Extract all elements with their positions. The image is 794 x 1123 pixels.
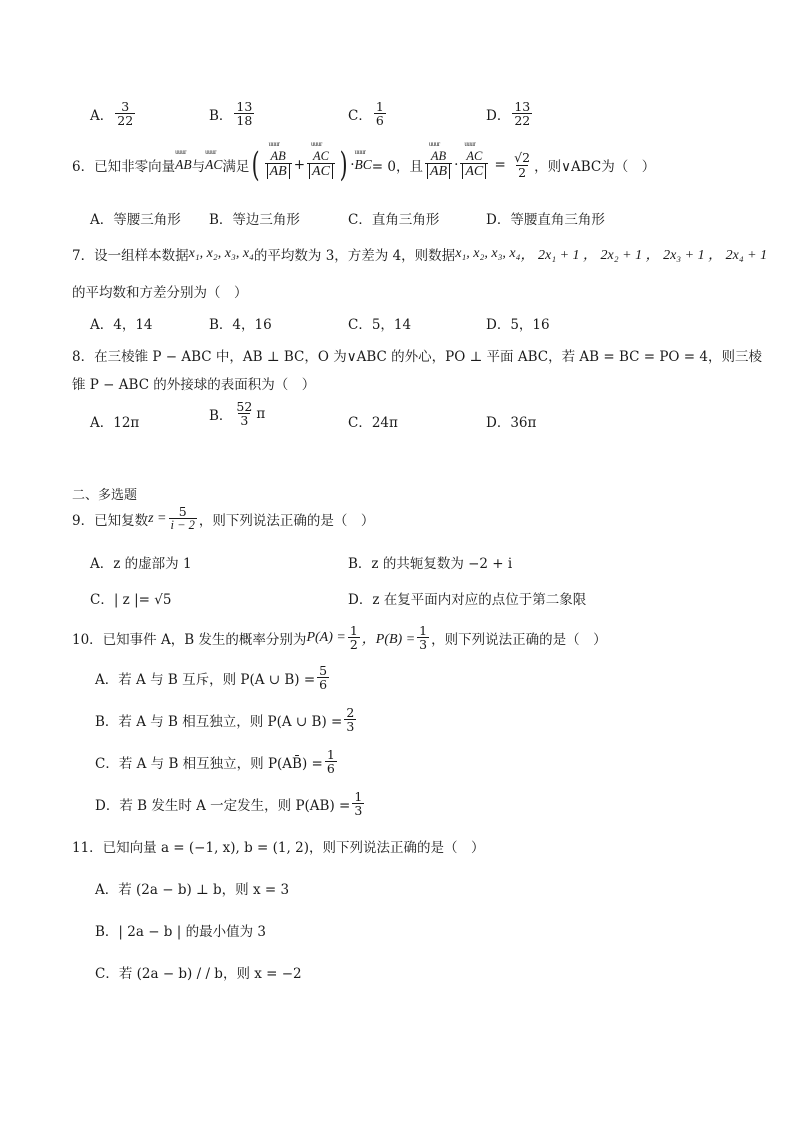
q6-and: 与 [191, 159, 206, 175]
unit-vector-ac [307, 150, 335, 180]
q7-stem-line2: 的平均数和方差分别为（ ） [72, 285, 248, 301]
q8-stem-line2: 锥 P − ABC 的外接球的表面积为（ ） [72, 377, 316, 393]
q11-option-b[interactable]: B．| 2a − b | 的最小值为 3 [95, 924, 266, 940]
q11-option-c[interactable]: C．若 (2a − b) / / b，则 x = −2 [95, 966, 302, 982]
q9-option-a[interactable]: A．z 的虚部为 1 [90, 556, 192, 572]
q5-option-a[interactable] [90, 100, 137, 127]
option-label: D． [486, 107, 511, 124]
q8-option-d[interactable]: D．36π [486, 415, 537, 431]
magnitude: AC [462, 164, 486, 179]
fraction [317, 664, 329, 691]
q8-option-a[interactable]: A．12π [90, 415, 140, 431]
unit-vector-ab-2 [425, 150, 452, 180]
fraction [325, 748, 337, 775]
numerator: 1 [349, 623, 358, 638]
option-label: B． [209, 107, 233, 124]
numerator: 1 [419, 623, 428, 638]
q11-option-a[interactable]: A．若 (2a − b) ⊥ b，则 x = 3 [95, 882, 290, 898]
section-title-multiple-choice: 二、多选题 [72, 488, 138, 503]
vector-ac: uuur AC [205, 157, 222, 173]
option-label: C． [348, 107, 372, 124]
sqrt2-over-2 [512, 151, 532, 178]
numerator: 1 [375, 99, 384, 114]
fraction [234, 400, 254, 427]
pi-symbol: π [256, 405, 266, 422]
numerator: 52 [236, 399, 253, 414]
numerator: 2 [346, 705, 355, 720]
z-equals: z = [148, 510, 167, 526]
vector-ab: uuur AB [175, 157, 192, 173]
numerator: 5 [178, 504, 187, 519]
q9-suffix: ，则下列说法正确的是（ ） [198, 512, 375, 529]
numerator: 13 [236, 99, 253, 114]
denominator: 18 [236, 113, 253, 129]
option-label: A． [90, 107, 114, 124]
denominator: 3 [346, 719, 355, 735]
denominator: 3 [419, 637, 428, 653]
unit-vector-ac-2 [460, 150, 488, 180]
q6-satisfy: 满足 [222, 159, 250, 175]
q6-eq0: = 0，且 [371, 159, 423, 175]
q6-suffix: ，则∨ABC为（ ） [534, 159, 656, 175]
numerator: 1 [326, 747, 335, 762]
denominator: 6 [326, 761, 335, 777]
magnitude: AC [309, 164, 333, 179]
plus-sign: + [293, 157, 306, 173]
left-paren: ( [252, 145, 260, 185]
q9-option-b[interactable]: B．z 的共轭复数为 −2 + i [348, 556, 513, 572]
fraction [234, 100, 254, 127]
q8-option-c[interactable]: C．24π [348, 415, 398, 431]
q10-option-d[interactable] [95, 790, 366, 817]
q9-option-c[interactable]: C．| z |= √5 [90, 592, 172, 608]
denominator: i − 2 [170, 518, 195, 533]
q7-data-vars-2: x₁, x₂, x₃, x₄ [455, 246, 521, 261]
fraction [348, 624, 360, 651]
q6-option-c[interactable]: C．直角三角形 [348, 212, 440, 228]
equals-sign: = [490, 157, 511, 173]
denominator [425, 163, 452, 180]
q6-option-a[interactable]: A．等腰三角形 [90, 212, 181, 228]
q7-prefix: 7．设一组样本数据 [72, 248, 189, 264]
denominator: 3 [354, 803, 363, 819]
q10-option-a[interactable] [95, 664, 331, 691]
fraction [352, 790, 364, 817]
q6-prefix: 6．已知非零向量 [72, 159, 176, 175]
q7-stem-line1 [72, 244, 767, 264]
denominator: 2 [518, 164, 527, 180]
q8-stem-line1: 8．在三棱锥 P − ABC 中，AB ⊥ BC，O 为∨ABC 的外心，PO ⊥ 平面 ABC，若 AB = BC = PO = 4，则三棱 [72, 349, 762, 365]
q7-data-vars: x₁, x₂, x₃, x₄ [188, 246, 254, 261]
q7-transforms: ， 2x₁ + 1 ， 2x₂ + 1 ， 2x₃ + 1 ， 2x₄ + 1 [520, 248, 768, 263]
q7-option-c[interactable]: C．5，14 [348, 317, 412, 333]
q6-stem [72, 145, 656, 185]
prob-b: ，P(B) = [361, 631, 416, 647]
fraction [115, 100, 135, 127]
denominator: 3 [240, 413, 249, 429]
denominator: 22 [117, 113, 134, 129]
numerator: uuur AB [429, 150, 448, 163]
right-paren: ) [339, 145, 348, 185]
denominator: 6 [319, 677, 328, 693]
magnitude: AB [427, 164, 450, 179]
q6-option-d[interactable]: D．等腰直角三角形 [486, 212, 605, 228]
fraction [374, 100, 386, 127]
dot-operator: · [350, 157, 355, 173]
numerator: √2 [514, 150, 531, 166]
q5-option-b[interactable] [209, 100, 256, 127]
denominator [307, 163, 335, 180]
vector-bc: uuur BC [355, 157, 372, 173]
numerator: 3 [121, 99, 130, 114]
q6-option-b[interactable]: B．等边三角形 [209, 212, 300, 228]
q7-option-a[interactable]: A．4，14 [90, 317, 153, 333]
fraction [169, 505, 197, 532]
q8-option-b[interactable] [209, 400, 265, 427]
prob-a: P(A) = [306, 629, 346, 645]
numerator: 13 [514, 99, 531, 114]
denominator: 2 [349, 637, 358, 653]
q7-middle: 的平均数为 3，方差为 4，则数据 [253, 248, 456, 264]
denominator: 6 [375, 113, 384, 129]
denominator [460, 163, 488, 180]
numerator: 1 [354, 789, 363, 804]
q5-option-d[interactable] [486, 100, 534, 127]
fraction [512, 100, 532, 127]
fraction [344, 706, 356, 733]
q7-option-b[interactable]: B．4，16 [209, 317, 272, 333]
q5-option-c[interactable] [348, 100, 388, 127]
magnitude: AB [267, 164, 290, 179]
q7-option-d[interactable]: D．5，16 [486, 317, 550, 333]
option-text: A．若 A 与 B 互斥，则 P(A ∪ B) = [95, 671, 316, 688]
q11-stem: 11．已知向量 a = (−1, x), b = (1, 2)，则下列说法正确的是（ ） [72, 840, 485, 856]
q9-stem [72, 505, 374, 532]
q10-prefix: 10．已知事件 A，B 发生的概率分别为 [72, 631, 307, 648]
numerator: uuur AB [269, 150, 288, 163]
q9-prefix: 9．已知复数 [72, 512, 149, 529]
q10-stem [72, 624, 607, 651]
unit-vector-ab [265, 150, 292, 180]
denominator [265, 163, 292, 180]
fraction [417, 624, 429, 651]
numerator: uuur AC [311, 150, 331, 163]
q9-option-d[interactable]: D．z 在复平面内对应的点位于第二象限 [348, 592, 587, 608]
option-label: B． [209, 407, 233, 424]
option-text: B．若 A 与 B 相互独立，则 P(A ∪ B) = [95, 713, 343, 730]
denominator: 22 [514, 113, 531, 129]
q10-option-c[interactable] [95, 748, 339, 775]
q10-option-b[interactable] [95, 706, 358, 733]
numerator: uuur AC [464, 150, 484, 163]
option-text: C．若 A 与 B 相互独立，则 P(AB̄) = [95, 755, 323, 772]
dot-operator-2: · [454, 157, 459, 173]
option-text: D．若 B 发生时 A 一定发生，则 P(AB) = [95, 797, 351, 814]
numerator: 5 [319, 663, 328, 678]
q10-suffix: ，则下列说法正确的是（ ） [431, 631, 607, 648]
